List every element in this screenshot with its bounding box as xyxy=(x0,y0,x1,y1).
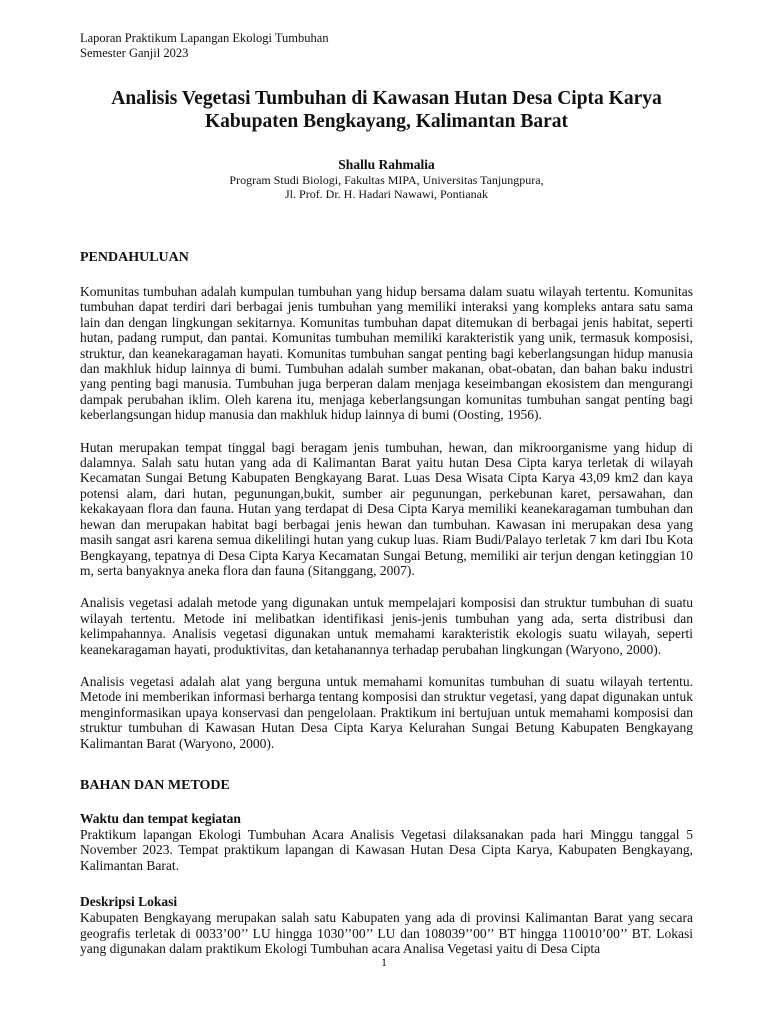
deskripsi-lokasi-paragraph: Kabupaten Bengkayang merupakan salah satu Kabupaten yang ada di provinsi Kalimantan Barat yang secara geografis terletak di 0033’00’’ LU hingga 1030’’00’’ LU dan 108039’’00’’ BT hingga 110010’00’’ BT. Lokasi yang digunakan dalam praktikum Ekologi Tumbuhan acara Analisa Vegetasi yaitu di Desa Cipta xyxy=(80,910,693,956)
author-affiliation-line-1: Program Studi Biologi, Fakultas MIPA, Universitas Tanjungpura, xyxy=(229,173,544,187)
pendahuluan-paragraph-3: Analisis vegetasi adalah metode yang digunakan untuk mempelajari komposisi dan struktur tumbuhan di suatu wilayah tertentu. Metode ini melibatkan identifikasi jenis-jenis tumbuhan yang ada, serta distribusi dan kelimpahannya. Analisis vegetasi digunakan untuk memahami karakteristik ekologis suatu wilayah, seperti keanekaragaman hayati, produktivitas, dan ketahanannya terhadap perubahan lingkungan (Waryono, 2000). xyxy=(80,595,693,657)
section-heading-bahan-dan-metode: BAHAN DAN METODE xyxy=(80,777,230,793)
paper-title xyxy=(80,87,693,133)
running-head-line-2: Semester Ganjil 2023 xyxy=(80,46,189,60)
subheading-waktu-tempat: Waktu dan tempat kegiatan xyxy=(80,810,241,826)
pendahuluan-paragraph-4: Analisis vegetasi adalah alat yang berguna untuk memahami komunitas tumbuhan di suatu wilayah tertentu. Metode ini memberikan informasi berharga tentang komposisi dan struktur vegetasi, yang dapat digunakan untuk menginformasikan upaya konservasi dan pengelolaan. Praktikum ini bertujuan untuk memahami komposisi dan struktur tumbuhan di Kawasan Hutan Desa Cipta Karya Kelurahan Sungai Betung Kabupaten Bengkayang Kalimantan Barat (Waryono, 2000). xyxy=(80,673,693,751)
page-number: 1 xyxy=(381,955,387,969)
paper-title-line-2: Kabupaten Bengkayang, Kalimantan Barat xyxy=(205,111,568,132)
subheading-deskripsi-lokasi: Deskripsi Lokasi xyxy=(80,894,178,910)
running-head-line-1: Laporan Praktikum Lapangan Ekologi Tumbuhan xyxy=(80,31,329,45)
section-heading-pendahuluan: PENDAHULUAN xyxy=(80,250,189,265)
pendahuluan-paragraph-1: Komunitas tumbuhan adalah kumpulan tumbuhan yang hidup bersama dalam suatu wilayah tertentu. Komunitas tumbuhan dapat terdiri dari berbagai jenis tumbuhan yang memiliki interaksi yang kompleks antara satu sama lain dan dengan lingkungan sekitarnya. Komunitas tumbuhan dapat ditemukan di berbagai jenis habitat, seperti hutan, padang rumput, dan pantai. Komunitas tumbuhan memiliki karakteristik yang unik, termasuk komposisi, struktur, dan keanekaragaman hayati. Komunitas tumbuhan sangat penting bagi keberlangsungan hidup manusia dan makhluk hidup lainnya di bumi. Tumbuhan adalah sumber makanan, obat-obatan, dan bahan baku industri yang penting bagi manusia. Tumbuhan juga berperan dalam menjaga keseimbangan ekosistem dan mengurangi dampak perubahan iklim. Oleh karena itu, menjaga keberlangsungan komunitas tumbuhan sangat penting bagi keberlangsungan hidup manusia dan makhluk hidup lainnya di bumi (Oosting, 1956). xyxy=(80,284,693,423)
paper-title-line-1: Analisis Vegetasi Tumbuhan di Kawasan Hutan Desa Cipta Karya xyxy=(111,88,662,109)
running-head xyxy=(80,31,693,61)
waktu-tempat-paragraph: Praktikum lapangan Ekologi Tumbuhan Acara Analisis Vegetasi dilaksanakan pada hari Minggu tanggal 5 November 2023. Tempat praktikum lapangan di Kawasan Hutan Desa Cipta Karya, Kabupaten Bengkayang, Kalimantan Barat. xyxy=(80,826,693,873)
author-name: Shallu Rahmalia xyxy=(338,157,435,172)
author-affiliation-line-2: Jl. Prof. Dr. H. Hadari Nawawi, Pontianak xyxy=(285,187,488,201)
pendahuluan-paragraph-2: Hutan merupakan tempat tinggal bagi beragam jenis tumbuhan, hewan, dan mikroorganisme yang hidup di dalamnya. Salah satu hutan yang ada di Kalimantan Barat yaitu hutan Desa Cipta karya terletak di wilayah Kecamatan Sungai Betung Kabupaten Bengkayang Barat. Luas Desa Wisata Cipta Karya 43,09 km2 dan kaya potensi alam, dari hutan, pegunungan,bukit, sumber air pegunungan, perkebunan karet, persawahan, dan kekakayaan flora dan fauna. Hutan yang terdapat di Desa Cipta Karya memiliki keanekaragaman tumbuhan dan hewan dan merupakan habitat bagi berbagai jenis hewan dan tumbuhan. Kawasan ini merupakan desa yang masih sangat asri karena semua dikelilingi hutan yang cukup luas. Riam Budi/Palayo terletak 7 km dari Ibu Kota Bengkayang, tepatnya di Desa Cipta Karya Kecamatan Sungai Betung, memiliki air terjun dengan ketinggian 10 m, serta banyaknya aneka flora dan fauna (Sitanggang, 2007). xyxy=(80,439,693,578)
